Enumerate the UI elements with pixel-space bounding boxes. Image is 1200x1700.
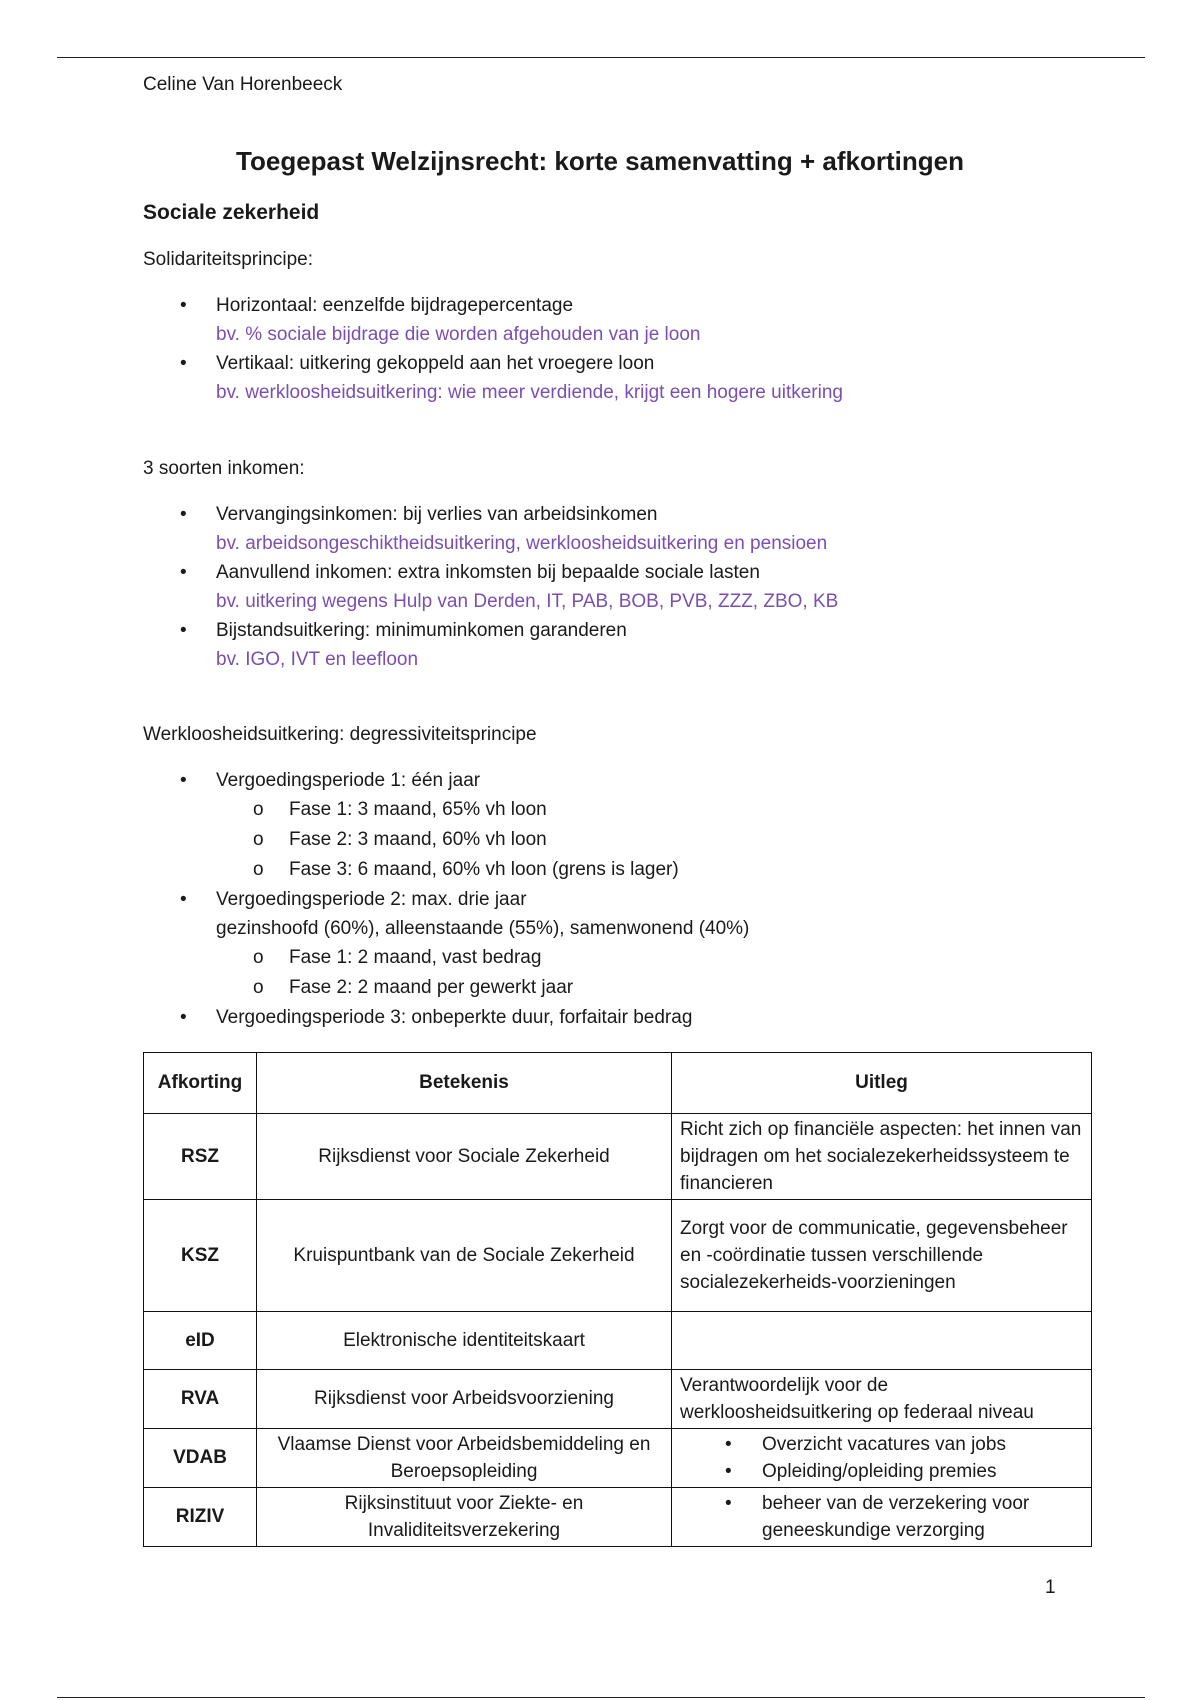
author-name: Celine Van Horenbeeck <box>143 74 343 95</box>
column-header: Uitleg <box>672 1053 1092 1114</box>
bullet-icon: • <box>180 562 187 583</box>
solidarity-heading: Solidariteitsprincipe: <box>143 249 314 270</box>
list-item: • Overzicht vacatures van jobs <box>680 1431 1083 1458</box>
list-item-text: Vergoedingsperiode 3: onbeperkte duur, forfaitair bedrag <box>216 1007 693 1028</box>
list-item-example: bv. werkloosheidsuitkering: wie meer verdiende, krijgt een hogere uitkering <box>216 382 843 403</box>
phase-item: o Fase 2: 3 maand, 60% vh loon <box>216 825 1093 855</box>
unemployment-heading: Werkloosheidsuitkering: degressiviteitsprincipe <box>143 724 537 745</box>
phase-item: o Fase 2: 2 maand per gewerkt jaar <box>216 973 1093 1003</box>
section-heading: Sociale zekerheid <box>143 201 320 224</box>
abbreviation-cell: VDAB <box>144 1429 257 1488</box>
meaning-cell: Rijksinstituut voor Ziekte- en Invaliditeitsverzekering <box>257 1488 672 1547</box>
list-item-note: gezinshoofd (60%), alleenstaande (55%), samenwonend (40%) <box>216 918 750 939</box>
phase-item: o Fase 1: 3 maand, 65% vh loon <box>216 795 1093 825</box>
circle-bullet-icon: o <box>253 977 264 998</box>
bullet-icon: • <box>180 620 187 641</box>
bullet-icon: • <box>180 889 187 910</box>
table-header-row <box>144 1053 1092 1114</box>
list-item: • beheer van de verzekering voor geneeskundige verzorging <box>680 1490 1083 1544</box>
header-rule <box>57 57 1145 58</box>
table-row <box>144 1200 1092 1312</box>
abbreviation-cell: eID <box>144 1312 257 1370</box>
bullet-icon: • <box>725 1434 732 1455</box>
abbreviation-cell: KSZ <box>144 1200 257 1312</box>
explanation-cell <box>672 1488 1092 1547</box>
bullet-icon: • <box>180 504 187 525</box>
list-item-text: Vervangingsinkomen: bij verlies van arbeidsinkomen <box>216 504 658 525</box>
list-item-example: bv. uitkering wegens Hulp van Derden, IT, PAB, BOB, PVB, ZZZ, ZBO, KB <box>216 591 839 612</box>
meaning-cell: Rijksdienst voor Arbeidsvoorziening <box>257 1370 672 1429</box>
abbreviation-cell: RSZ <box>144 1114 257 1200</box>
abbreviation-cell: RVA <box>144 1370 257 1429</box>
column-header: Betekenis <box>257 1053 672 1114</box>
table-row <box>144 1429 1092 1488</box>
phase-item: o Fase 1: 2 maand, vast bedrag <box>216 943 1093 973</box>
abbreviation-table <box>143 1052 1092 1547</box>
phase-list <box>216 795 1093 885</box>
footer-rule <box>57 1697 1145 1698</box>
column-header: Afkorting <box>144 1053 257 1114</box>
bullet-icon: • <box>180 295 187 316</box>
document-title: Toegepast Welzijnsrecht: korte samenvatting + afkortingen <box>236 146 964 176</box>
list-item: • Opleiding/opleiding premies <box>680 1458 1083 1485</box>
list-item-text: Vergoedingsperiode 1: één jaar <box>216 770 481 791</box>
table-row <box>144 1370 1092 1429</box>
bullet-icon: • <box>725 1493 732 1514</box>
list-item <box>143 616 1093 674</box>
explanation-cell <box>672 1429 1092 1488</box>
solidarity-list <box>143 291 1093 407</box>
phase-list <box>216 943 1093 1003</box>
list-item <box>143 885 1093 1003</box>
list-item <box>143 558 1093 616</box>
circle-bullet-icon: o <box>253 799 264 820</box>
circle-bullet-icon: o <box>253 947 264 968</box>
list-item <box>143 766 1093 885</box>
bullet-icon: • <box>725 1461 732 1482</box>
list-item <box>143 349 1093 407</box>
income-list <box>143 500 1093 674</box>
income-heading: 3 soorten inkomen: <box>143 458 305 479</box>
list-item <box>143 1003 1093 1032</box>
circle-bullet-icon: o <box>253 829 264 850</box>
bullet-icon: • <box>180 353 187 374</box>
meaning-cell: Vlaamse Dienst voor Arbeidsbemiddeling en Beroepsopleiding <box>257 1429 672 1488</box>
explanation-cell <box>672 1312 1092 1370</box>
list-item-text: Horizontaal: eenzelfde bijdragepercentage <box>216 295 574 316</box>
meaning-cell: Rijksdienst voor Sociale Zekerheid <box>257 1114 672 1200</box>
abbreviation-cell: RIZIV <box>144 1488 257 1547</box>
meaning-cell: Kruispuntbank van de Sociale Zekerheid <box>257 1200 672 1312</box>
bullet-icon: • <box>180 770 187 791</box>
explanation-list <box>680 1431 1083 1485</box>
list-item-text: Vergoedingsperiode 2: max. drie jaar <box>216 889 527 910</box>
table-row <box>144 1488 1092 1547</box>
phase-item: o Fase 3: 6 maand, 60% vh loon (grens is lager) <box>216 855 1093 885</box>
explanation-cell: Zorgt voor de communicatie, gegevensbeheer en -coördinatie tussen verschillende socialezekerheids-voorzieningen <box>672 1200 1092 1312</box>
explanation-list <box>680 1490 1083 1544</box>
list-item-example: bv. arbeidsongeschiktheidsuitkering, werkloosheidsuitkering en pensioen <box>216 533 828 554</box>
list-item-text: Bijstandsuitkering: minimuminkomen garanderen <box>216 620 627 641</box>
explanation-cell: Verantwoordelijk voor de werkloosheidsuitkering op federaal niveau <box>672 1370 1092 1429</box>
list-item-text: Aanvullend inkomen: extra inkomsten bij bepaalde sociale lasten <box>216 562 760 583</box>
list-item-text: Vertikaal: uitkering gekoppeld aan het vroegere loon <box>216 353 655 374</box>
explanation-cell: Richt zich op financiële aspecten: het innen van bijdragen om het socialezekerheidssysteem te financieren <box>672 1114 1092 1200</box>
bullet-icon: • <box>180 1007 187 1028</box>
list-item <box>143 291 1093 349</box>
circle-bullet-icon: o <box>253 859 264 880</box>
meaning-cell: Elektronische identiteitskaart <box>257 1312 672 1370</box>
page-number: 1 <box>1045 1577 1056 1598</box>
table-row <box>144 1312 1092 1370</box>
unemployment-list <box>143 766 1093 1032</box>
table-row <box>144 1114 1092 1200</box>
list-item <box>143 500 1093 558</box>
list-item-example: bv. % sociale bijdrage die worden afgehouden van je loon <box>216 324 701 345</box>
list-item-example: bv. IGO, IVT en leefloon <box>216 649 419 670</box>
